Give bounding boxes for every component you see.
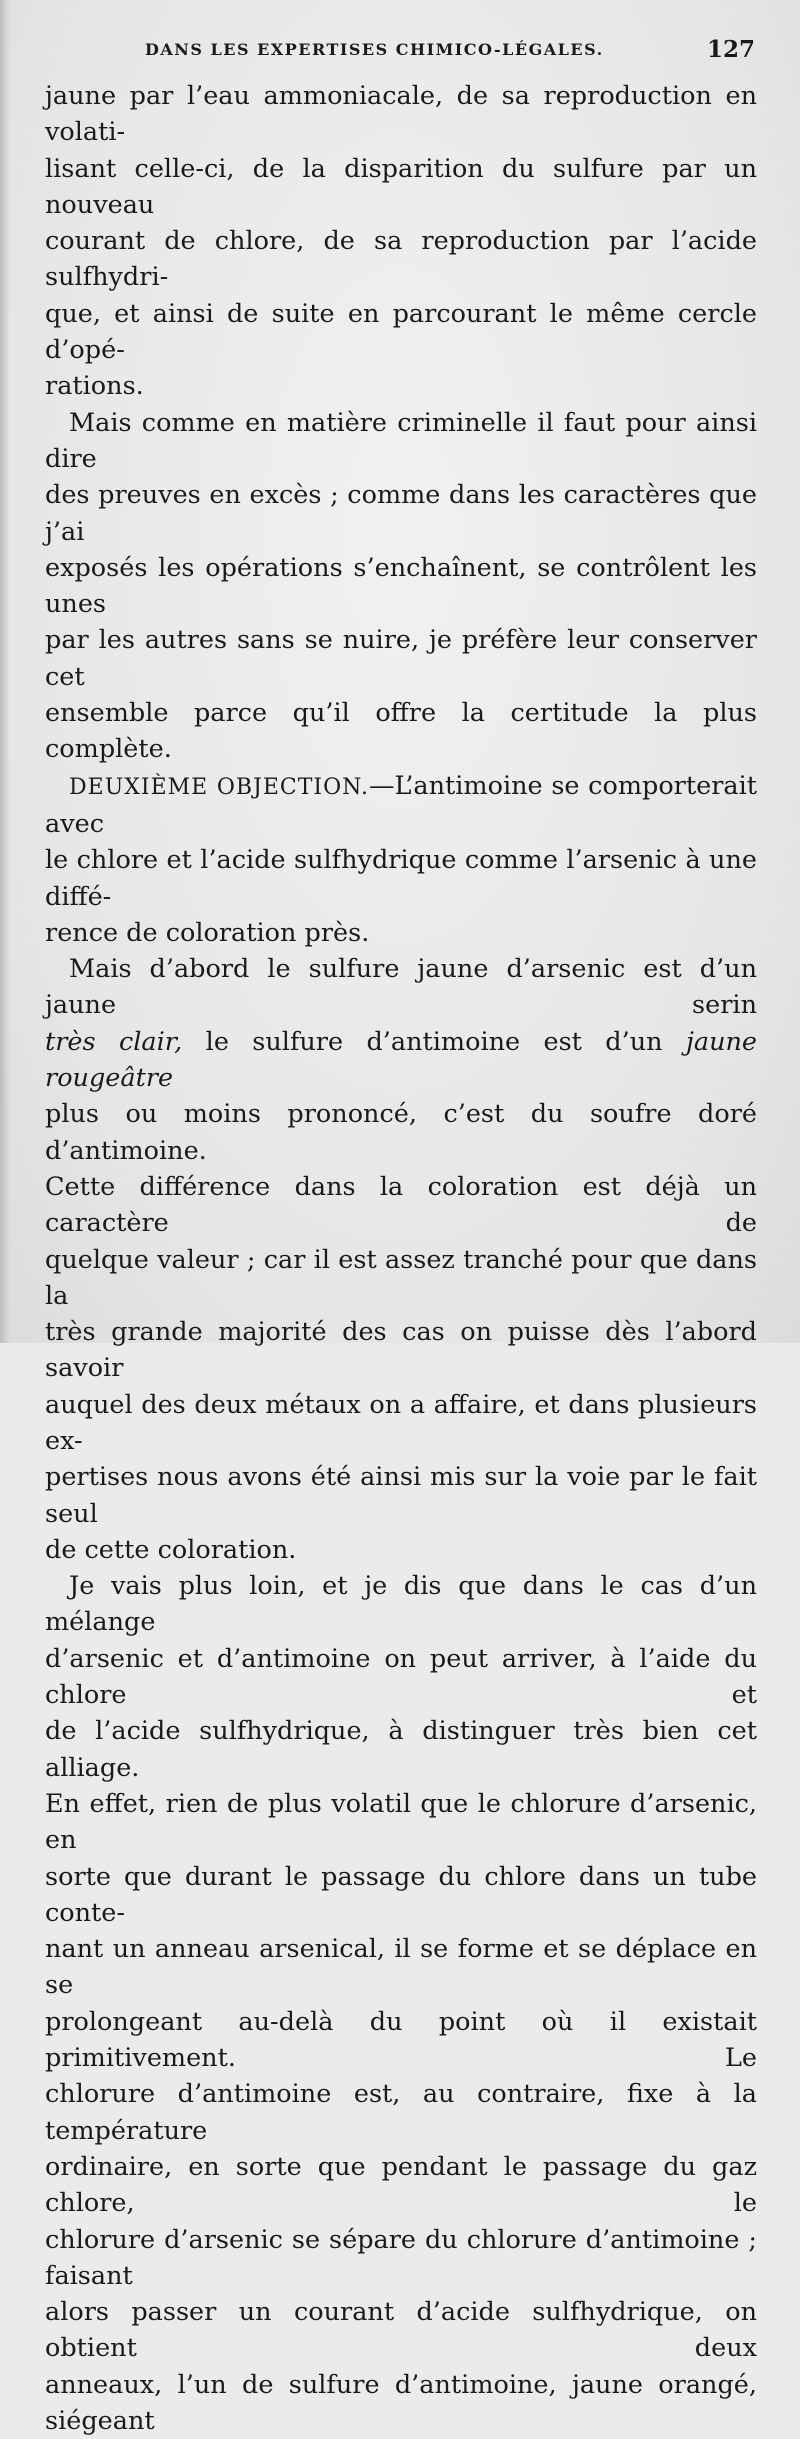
objection-label: DEUXIÈME OBJECTION. [69,774,369,800]
text-line [45,1024,757,1097]
paragraph-2 [45,405,757,768]
text-line: lisant celle-ci, de la disparition du sulfure par un nouveau [45,153,757,220]
text-fragment: le sulfure d’antimoine est d’un [182,1026,686,1057]
text-line: ensemble parce qu’il offre la certitude la plus complète. [45,698,757,765]
text-line: des preuves en excès ; comme dans les caractères que j’ai [45,480,757,547]
text-line: d’arsenic et d’antimoine on peut arriver, à l’aide du chlore et [45,1643,757,1711]
text-line: rations. [45,371,144,402]
text-line: exposés les opérations s’enchaînent, se contrôlent les unes [45,552,757,620]
paragraph-5 [45,1568,757,2439]
text-line: sorte que durant le passage du chlore dans un tube conte- [45,1861,757,1928]
emphasis-text: jaune rougeâtre [45,1026,757,1094]
text-line: le chlore et l’acide sulfhydrique comme l’arsenic à une diffé- [45,845,757,912]
text-line [45,768,757,843]
text-line: par les autres sans se nuire, je préfère leur conserver cet [45,625,757,692]
page-header [145,36,755,68]
text-line: Mais d’abord le sulfure jaune d’arsenic est d’un jaune serin [45,954,757,1021]
text-line: pertises nous avons été ainsi mis sur la voie par le fait seul [45,1462,757,1529]
text-line: prolongeant au-delà du point où il existait primitivement. Le [45,2006,757,2074]
body-text [45,78,757,2439]
text-line: En effet, rien de plus volatil que le chlorure d’arsenic, en [45,1788,757,1856]
paragraph-4 [45,951,757,1568]
text-line: jaune par l’eau ammoniacale, de sa reproduction en volati- [45,81,757,148]
text-line: quelque valeur ; car il est assez tranché pour que dans la [45,1244,757,1311]
text-line: alors passer un courant d’acide sulfhydrique, on obtient deux [45,2297,757,2364]
objection-text: —L’antimoine se comporterait avec [45,770,757,839]
paragraph-objection [45,768,757,951]
text-line: de l’acide sulfhydrique, à distinguer très bien cet alliage. [45,1716,757,1783]
text-line: ordinaire, en sorte que pendant le passage du gaz chlore, le [45,2151,757,2219]
text-line: auquel des deux métaux on a affaire, et dans plusieurs ex- [45,1389,757,1456]
text-line: Cette différence dans la coloration est déjà un caractère de [45,1171,757,1239]
text-line: Mais comme en matière criminelle il faut pour ainsi dire [45,407,757,474]
text-line: Je vais plus loin, et je dis que dans le cas d’un mélange [45,1571,757,1638]
text-line: que, et ainsi de suite en parcourant le même cercle d’opé- [45,298,757,366]
text-line: rence de coloration près. [45,917,370,948]
text-line: chlorure d’arsenic se sépare du chlorure d’antimoine ; faisant [45,2224,757,2291]
running-head: DANS LES EXPERTISES CHIMICO-LÉGALES. [145,40,604,59]
page-gutter-shadow [0,0,10,1343]
text-line: courant de chlore, de sa reproduction par l’acide sulfhydri- [45,226,757,293]
text-line: plus ou moins prononcé, c’est du soufre doré d’antimoine. [45,1099,757,1166]
paragraph-1 [45,78,757,405]
text-line: de cette coloration. [45,1534,297,1565]
emphasis-text: très clair, [45,1026,183,1057]
text-line: très grande majorité des cas on puisse dès l’abord savoir [45,1317,757,1384]
text-line: nant un anneau arsenical, il se forme et se déplace en se [45,1934,757,2001]
text-line: anneaux, l’un de sulfure d’antimoine, jaune orangé, siégeant [45,2369,757,2436]
text-line: chlorure d’antimoine est, au contraire, fixe à la température [45,2079,757,2146]
page-number: 127 [706,36,755,63]
